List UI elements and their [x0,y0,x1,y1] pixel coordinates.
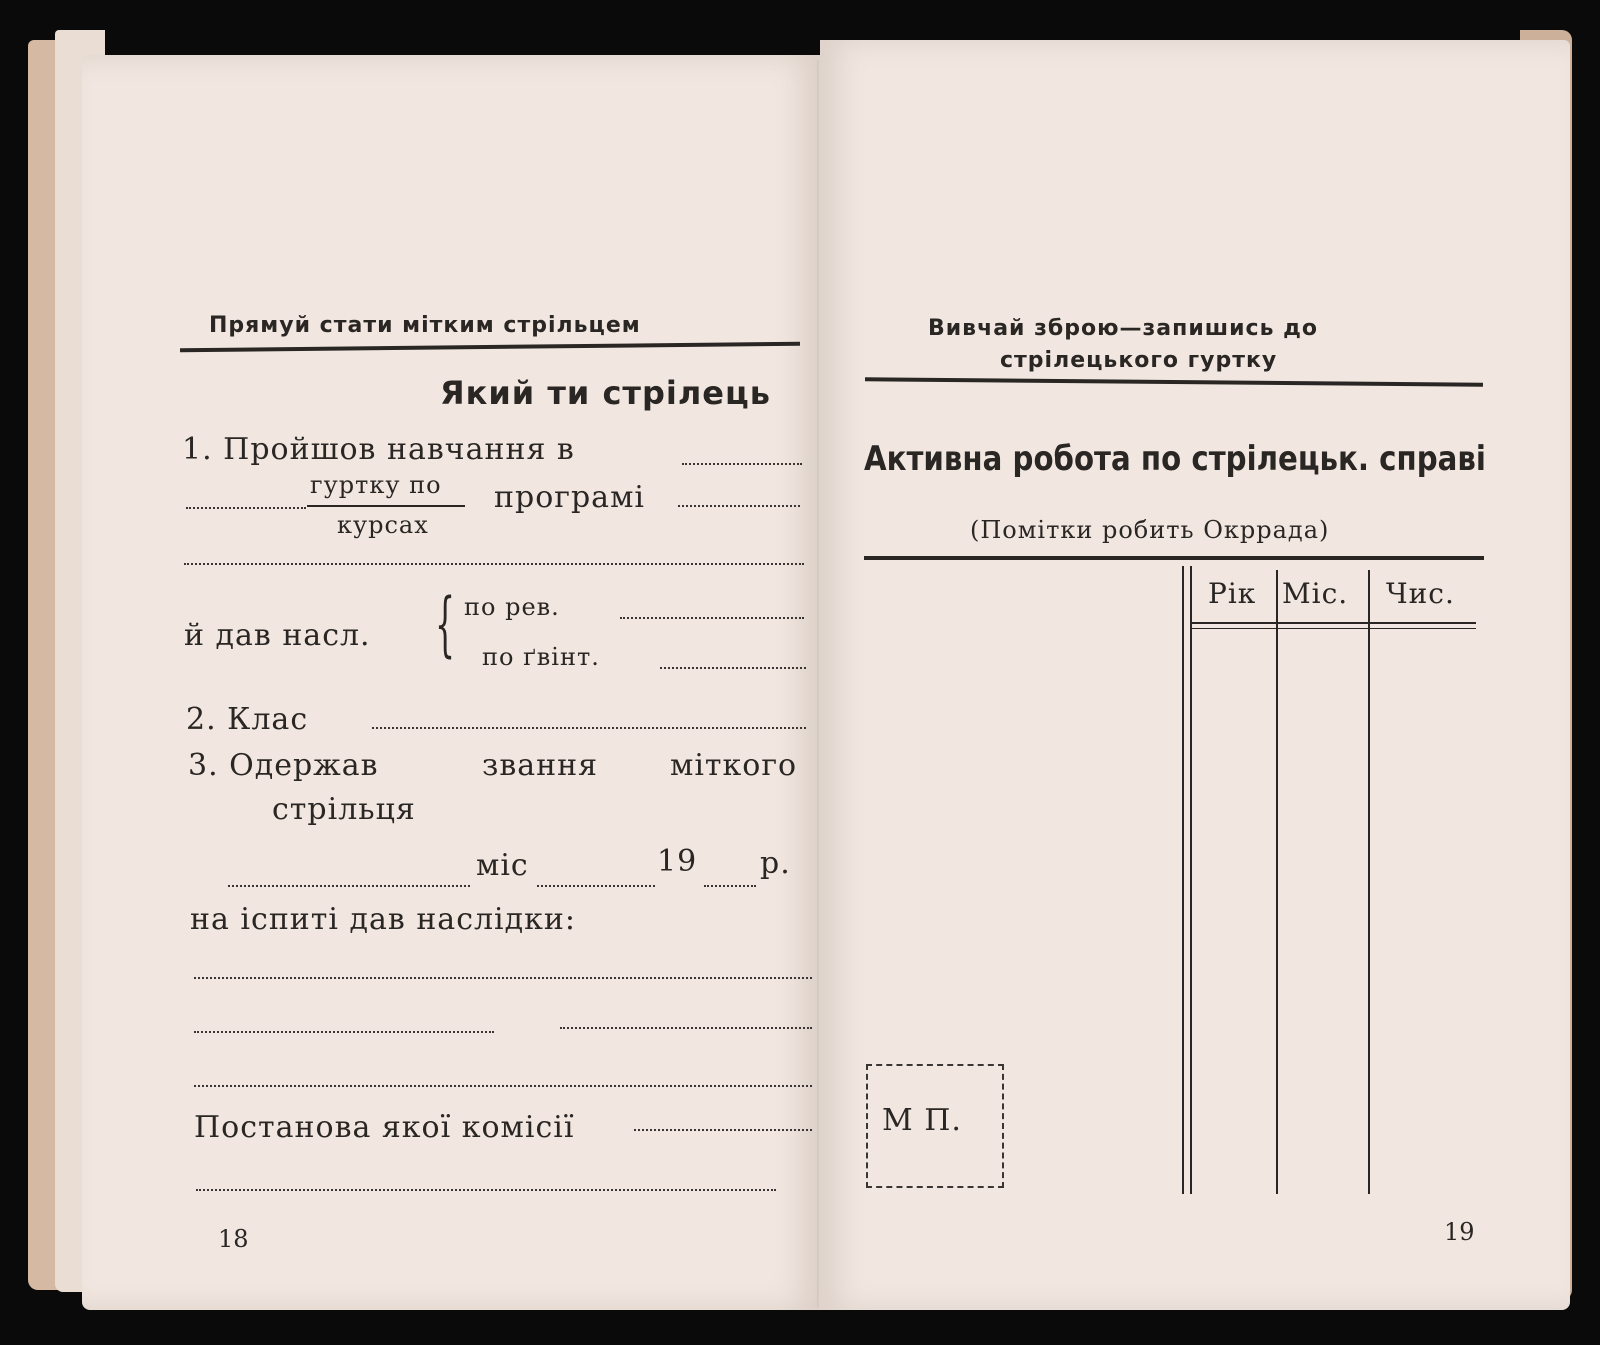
exam-dotted-2 [194,1031,494,1033]
left-page-title: Який ти стрілець [440,374,771,412]
right-table-top-rule [864,556,1484,560]
item1-left-dotted [186,507,306,509]
exam-dotted-4 [194,1085,812,1087]
results-label: й дав насл. [184,618,371,653]
item2-dotted [372,727,806,729]
item3-date-dotted-3 [704,885,756,887]
item1-program-dotted [678,505,800,507]
results-rev-dotted [620,617,804,619]
table-left-double-line-2 [1190,566,1192,1194]
item3-date-dotted-1 [228,885,470,887]
item3-part-a: 3. Одержав [188,748,379,783]
column-year: Рік [1208,577,1257,610]
commission-dotted-2 [196,1189,776,1191]
table-column-divider-2 [1368,570,1370,1194]
right-page [820,40,1570,1310]
item3-line2: стрільця [272,792,416,827]
item2-class: 2. Клас [186,702,309,737]
left-page-header: Прямуй стати мітким стрільцем [209,313,641,338]
item1-sub-bottom: курсах [337,511,429,539]
exam-dotted-1 [194,977,812,979]
item1-fraction-rule [307,505,465,507]
table-header-rule-2 [1192,628,1476,629]
results-gvint-dotted [660,667,806,669]
left-page-number: 18 [218,1225,249,1253]
commission-label: Постанова якої комісії [194,1110,575,1145]
commission-dotted [634,1129,812,1131]
item3-part-b: звання [482,748,599,783]
left-header-rule [180,342,800,352]
results-rev: по рев. [464,593,560,621]
results-gvint: по ґвінт. [482,643,600,671]
item3-part-c: міткого [670,748,798,783]
right-header-line1: Вивчай зброю—запишись до [928,316,1319,341]
item3-mis: міс [476,848,529,883]
left-page [82,55,820,1310]
right-page-subtitle: (Помітки робить Окррада) [970,516,1330,544]
item1-dotted-line [682,463,802,465]
column-month: Міс. [1282,577,1349,610]
results-brace: { [435,583,456,665]
stamp-place-label: М П. [882,1103,962,1138]
column-day: Чис. [1386,577,1455,610]
exam-label: на іспиті дав наслідки: [190,902,576,937]
table-column-divider-1 [1276,570,1278,1194]
item3-r: р. [760,846,791,881]
item1-text: 1. Пройшов навчання в [182,432,575,467]
table-left-double-line-1 [1182,566,1184,1194]
right-page-title: Активна робота по стрілецьк. справі [864,439,1486,479]
item1-second-dotted [184,563,804,565]
table-header-rule [1192,622,1476,624]
right-header-rule [865,377,1483,386]
exam-dotted-3 [560,1027,812,1029]
item1-program: програмі [494,480,645,515]
item3-year: 19 [657,844,698,879]
right-header-line2: стрілецького гуртку [1000,348,1278,373]
item1-sub-top: гуртку по [310,471,442,499]
item3-date-dotted-2 [537,885,655,887]
right-page-number: 19 [1444,1218,1475,1246]
